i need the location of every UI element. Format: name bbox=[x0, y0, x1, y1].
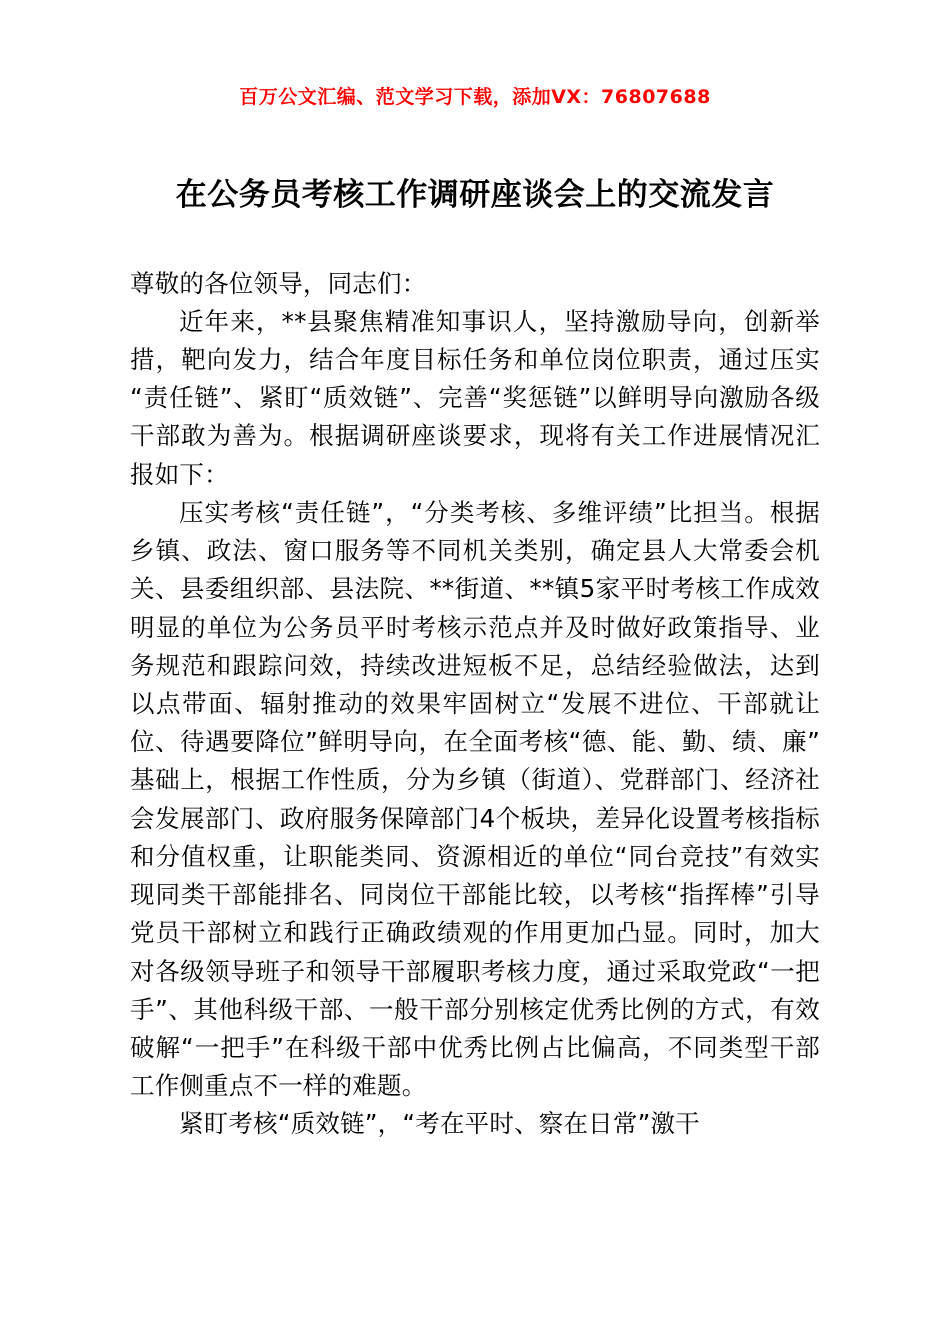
paragraph-salutation: 尊敬的各位领导，同志们： bbox=[130, 268, 427, 298]
paragraph-section-1: 压实考核“责任链”，“分类考核、多维评绩”比担当。根据乡镇、政法、窗口服务等不同机关类别，确定县人大常委会机关、县委组织部、县法院、**街道、**镇5家平时考核工作成效明显的单位为公务员平时考核示范点并及时做好政策指导、业务规范和跟踪问效，持续改进短板不足，总结经验做法，达到以点带面、辐射推动的效果牢固树立“发展不进位、干部就让位、待遇要降位”鲜明导向，在全面考核“德、能、勤、绩、廉”基础上，根据工作性质，分为乡镇（街道）、党群部门、经济社会发展部门、政府服务保障部门4个板块，差异化设置考核指标和分值权重，让职能类同、资源相近的单位“同台竞技”有效实现同类干部能排名、同岗位干部能比较，以考核“指挥棒”引导党员干部树立和践行正确政绩观的作用更加凸显。同时，加大对各级领导班子和领导干部履职考核力度，通过采取党政“一把手”、其他科级干部、一般干部分别核定优秀比例的方式，有效破解“一把手”在科级干部中优秀比例占比偏高，不同类型干部工作侧重点不一样的难题。 bbox=[130, 497, 820, 1101]
paragraph-section-2: 紧盯考核“质效链”，“考在平时、察在日常”激干 bbox=[179, 1109, 700, 1139]
page-title: 在公务员考核工作调研座谈会上的交流发言 bbox=[175, 177, 775, 213]
document-body bbox=[130, 265, 820, 1144]
watermark-text: 百万公文汇编、范文学习下载，添加VX：76807688 bbox=[239, 86, 711, 108]
paragraph-intro: 近年来，**县聚焦精准知事识人，坚持激励导向，创新举措，靶向发力，结合年度目标任务和单位岗位职责，通过压实“责任链”、紧盯“质效链”、完善“奖惩链”以鲜明导向激励各级干部敢为善为。根据调研座谈要求，现将有关工作进展情况汇报如下： bbox=[130, 306, 820, 489]
